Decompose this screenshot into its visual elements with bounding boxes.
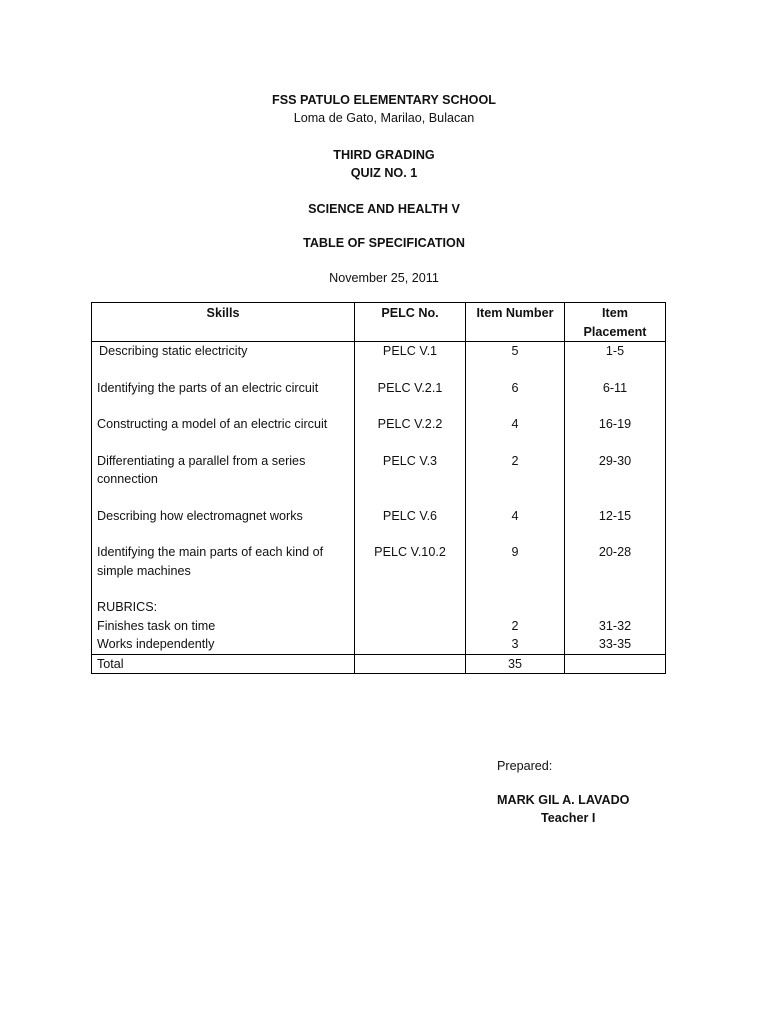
school-name: FSS PATULO ELEMENTARY SCHOOL — [272, 93, 496, 107]
quiz-number: QUIZ NO. 1 — [350, 166, 418, 180]
item-placement-cell: 29-30 — [565, 452, 666, 507]
pelc-cell: PELC V.2.1 — [355, 379, 466, 416]
table-row — [92, 415, 666, 452]
rubric-row — [92, 617, 666, 636]
rubric-skill-cell: Finishes task on time — [92, 617, 355, 636]
item-placement-cell: 20-28 — [565, 543, 666, 598]
rubric-item-number-cell: 3 — [466, 635, 565, 654]
rubric-item-placement-cell: 31-32 — [565, 617, 666, 636]
item-number-cell: 6 — [466, 379, 565, 416]
table-row — [92, 452, 666, 507]
document-date: November 25, 2011 — [329, 271, 439, 285]
preparer-name: MARK GIL A. LAVADO — [497, 793, 630, 807]
table-row — [92, 543, 666, 598]
specification-table — [91, 302, 666, 674]
rubrics-heading-row — [92, 598, 666, 617]
item-number-cell: 4 — [466, 415, 565, 452]
item-number-cell: 9 — [466, 543, 565, 598]
total-item-count: 35 — [466, 654, 565, 674]
header-item-placement — [565, 303, 666, 342]
document-title: TABLE OF SPECIFICATION — [303, 236, 465, 250]
header-pelc: PELC No. — [355, 303, 466, 342]
rubric-item-number-cell: 2 — [466, 617, 565, 636]
skill-cell: Describing static electricity — [92, 342, 355, 379]
item-placement-cell: 12-15 — [565, 507, 666, 544]
table-row — [92, 507, 666, 544]
header-item-number: Item Number — [466, 303, 565, 342]
item-number-cell: 2 — [466, 452, 565, 507]
skill-cell: Identifying the main parts of each kind of simple machines — [92, 543, 355, 598]
item-number-cell: 5 — [466, 342, 565, 379]
item-number-cell: 4 — [466, 507, 565, 544]
school-address: Loma de Gato, Marilao, Bulacan — [293, 111, 475, 125]
item-placement-cell: 16-19 — [565, 415, 666, 452]
rubric-item-placement-cell: 33-35 — [565, 635, 666, 654]
rubrics-label: RUBRICS: — [92, 598, 355, 617]
subject-title: SCIENCE AND HEALTH V — [308, 202, 460, 216]
header-skills: Skills — [92, 303, 355, 342]
table-header-row — [92, 303, 666, 342]
preparer-position: Teacher I — [541, 811, 596, 825]
pelc-cell: PELC V.6 — [355, 507, 466, 544]
prepared-label: Prepared: — [497, 759, 553, 773]
header-item-placement-line1: Item — [602, 306, 628, 320]
rubric-skill-cell: Works independently — [92, 635, 355, 654]
skill-cell: Constructing a model of an electric circuit — [92, 415, 355, 452]
total-label: Total — [92, 654, 355, 674]
total-row — [92, 654, 666, 674]
pelc-cell: PELC V.10.2 — [355, 543, 466, 598]
table-row — [92, 379, 666, 416]
item-placement-cell: 1-5 — [565, 342, 666, 379]
rubric-row — [92, 635, 666, 654]
skill-cell: Identifying the parts of an electric circuit — [92, 379, 355, 416]
pelc-cell: PELC V.3 — [355, 452, 466, 507]
pelc-cell: PELC V.2.2 — [355, 415, 466, 452]
grading-period: THIRD GRADING — [333, 148, 435, 162]
pelc-cell: PELC V.1 — [355, 342, 466, 379]
skill-cell: Describing how electromagnet works — [92, 507, 355, 544]
table-row — [92, 342, 666, 379]
header-item-placement-line2: Placement — [583, 324, 647, 339]
skill-cell: Differentiating a parallel from a series connection — [92, 452, 355, 507]
item-placement-cell: 6-11 — [565, 379, 666, 416]
